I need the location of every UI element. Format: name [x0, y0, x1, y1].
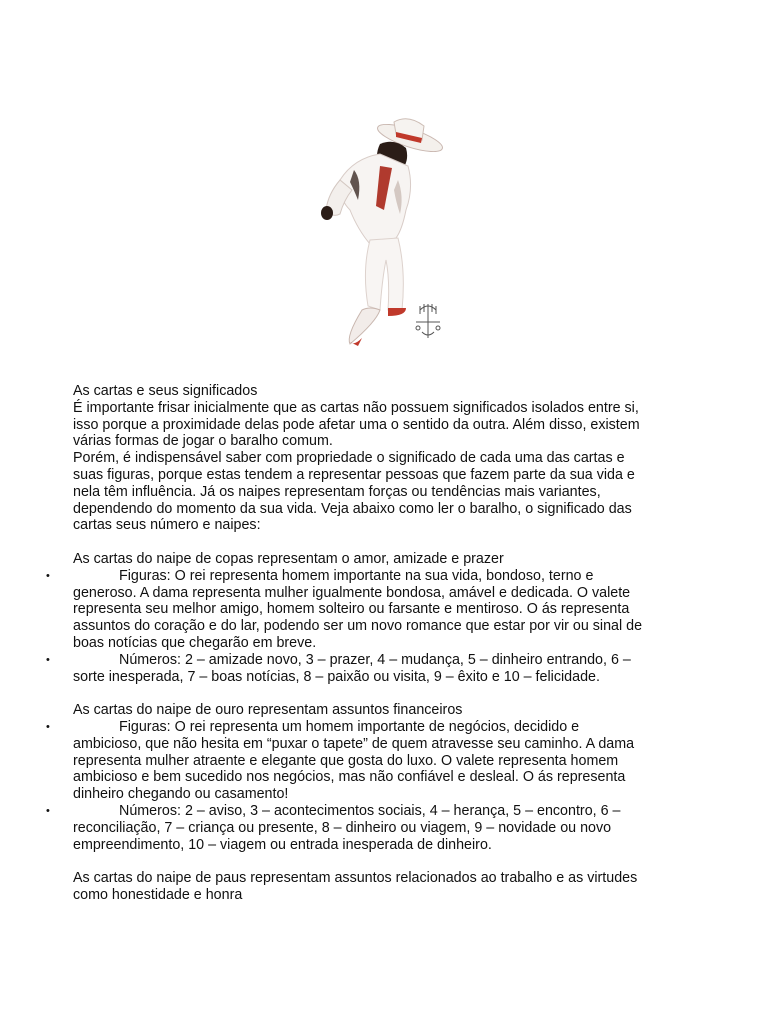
intro-line: isso porque a proximidade delas pode afetar uma o sentido da outra. Além disso, existem	[73, 416, 640, 433]
spacer	[73, 853, 698, 870]
list-item-line	[73, 753, 698, 770]
list-item-text: Números: 2 – amizade novo, 3 – prazer, 4 – mudança, 5 – dinheiro entrando, 6 –	[119, 651, 631, 668]
list-item-text: dinheiro chegando ou casamento!	[73, 786, 289, 803]
list-item-text: boas notícias que chegarão em breve.	[73, 634, 317, 651]
list-item-text: Figuras: O rei representa um homem importante de negócios, decidido e	[119, 718, 580, 735]
list-item-text: representa seu melhor amigo, homem solteiro ou farsante e mentiroso. O ás representa	[73, 601, 630, 618]
list-item-line	[73, 601, 698, 618]
list-item-first-line	[46, 651, 698, 669]
document-title: As cartas e seus significados	[73, 383, 258, 399]
section-heading: As cartas do naipe de copas representam o amor, amizade e prazer	[73, 550, 504, 567]
list-item-first-line	[46, 718, 698, 736]
list-item-first-line	[46, 802, 698, 820]
spacer	[73, 534, 698, 551]
document-body	[46, 383, 698, 904]
list-item-text: ambicioso e bem sucedido nos negócios, mas não confiável e desleal. O ás representa	[73, 769, 626, 786]
list-item-text: reconciliação, 7 – criança ou presente, 8 – dinheiro ou viagem, 9 – novidade ou novo	[73, 819, 612, 836]
list-item-line	[73, 769, 698, 786]
list-item-line	[73, 669, 698, 686]
list-item-first-line	[46, 567, 698, 585]
spacer	[73, 685, 698, 702]
list-item-line	[73, 786, 698, 803]
list-item-text: empreendimento, 10 – viagem ou entrada inesperada de dinheiro.	[73, 836, 492, 853]
bullet-icon: •	[46, 653, 50, 666]
intro-line: dependendo do momento da sua vida. Veja abaixo como ler o baralho, o significado das	[73, 500, 632, 517]
list-item-line	[73, 837, 698, 854]
list-item-text: Números: 2 – aviso, 3 – acontecimentos sociais, 4 – herança, 5 – encontro, 6 –	[119, 802, 621, 819]
intro-line: nela têm influência. Já os naipes representam forças ou tendências mais variantes,	[73, 483, 601, 500]
bullet-icon: •	[46, 804, 50, 817]
section-heading-line: As cartas do naipe de paus representam assuntos relacionados ao trabalho e as virtudes	[73, 870, 638, 887]
list-item-line	[73, 618, 698, 635]
list-item-text: ambicioso, que não hesita em “puxar o tapete” de quem atravesse seu caminho. A dama	[73, 735, 635, 752]
list-item-text: assuntos do coração e do lar, podendo ser um novo romance que estar por vir ou sinal de	[73, 618, 643, 635]
intro-line: várias formas de jogar o baralho comum.	[73, 433, 333, 450]
intro-line: suas figuras, porque estas tendem a representar pessoas que fazem parte da sua vida e	[73, 466, 635, 483]
list-item-text: generoso. A dama representa mulher igualmente bondosa, amável e dedicada. O valete	[73, 584, 631, 601]
dancer-illustration	[310, 110, 460, 355]
section-heading-line: como honestidade e honra	[73, 886, 243, 903]
bullet-icon: •	[46, 569, 50, 582]
ritual-symbol-icon	[416, 304, 440, 338]
list-item-text: sorte inesperada, 7 – boas notícias, 8 – paixão ou visita, 9 – êxito e 10 – felicidade.	[73, 668, 600, 685]
section-heading: As cartas do naipe de ouro representam assuntos financeiros	[73, 702, 463, 719]
intro-line: É importante frisar inicialmente que as cartas não possuem significados isolados entre si,	[73, 399, 639, 416]
list-item-text: Figuras: O rei representa homem importante na sua vida, bondoso, terno e	[119, 567, 594, 584]
list-item-line	[73, 820, 698, 837]
intro-line: cartas seus número e naipes:	[73, 517, 261, 534]
list-item-line	[73, 736, 698, 753]
list-item-text: representa mulher atraente e elegante que gosta do luxo. O valete representa homem	[73, 752, 619, 769]
bullet-icon: •	[46, 720, 50, 733]
intro-line: Porém, é indispensável saber com propriedade o significado de cada uma das cartas e	[73, 450, 625, 467]
list-item-line	[73, 635, 698, 652]
list-item-line	[73, 585, 698, 602]
